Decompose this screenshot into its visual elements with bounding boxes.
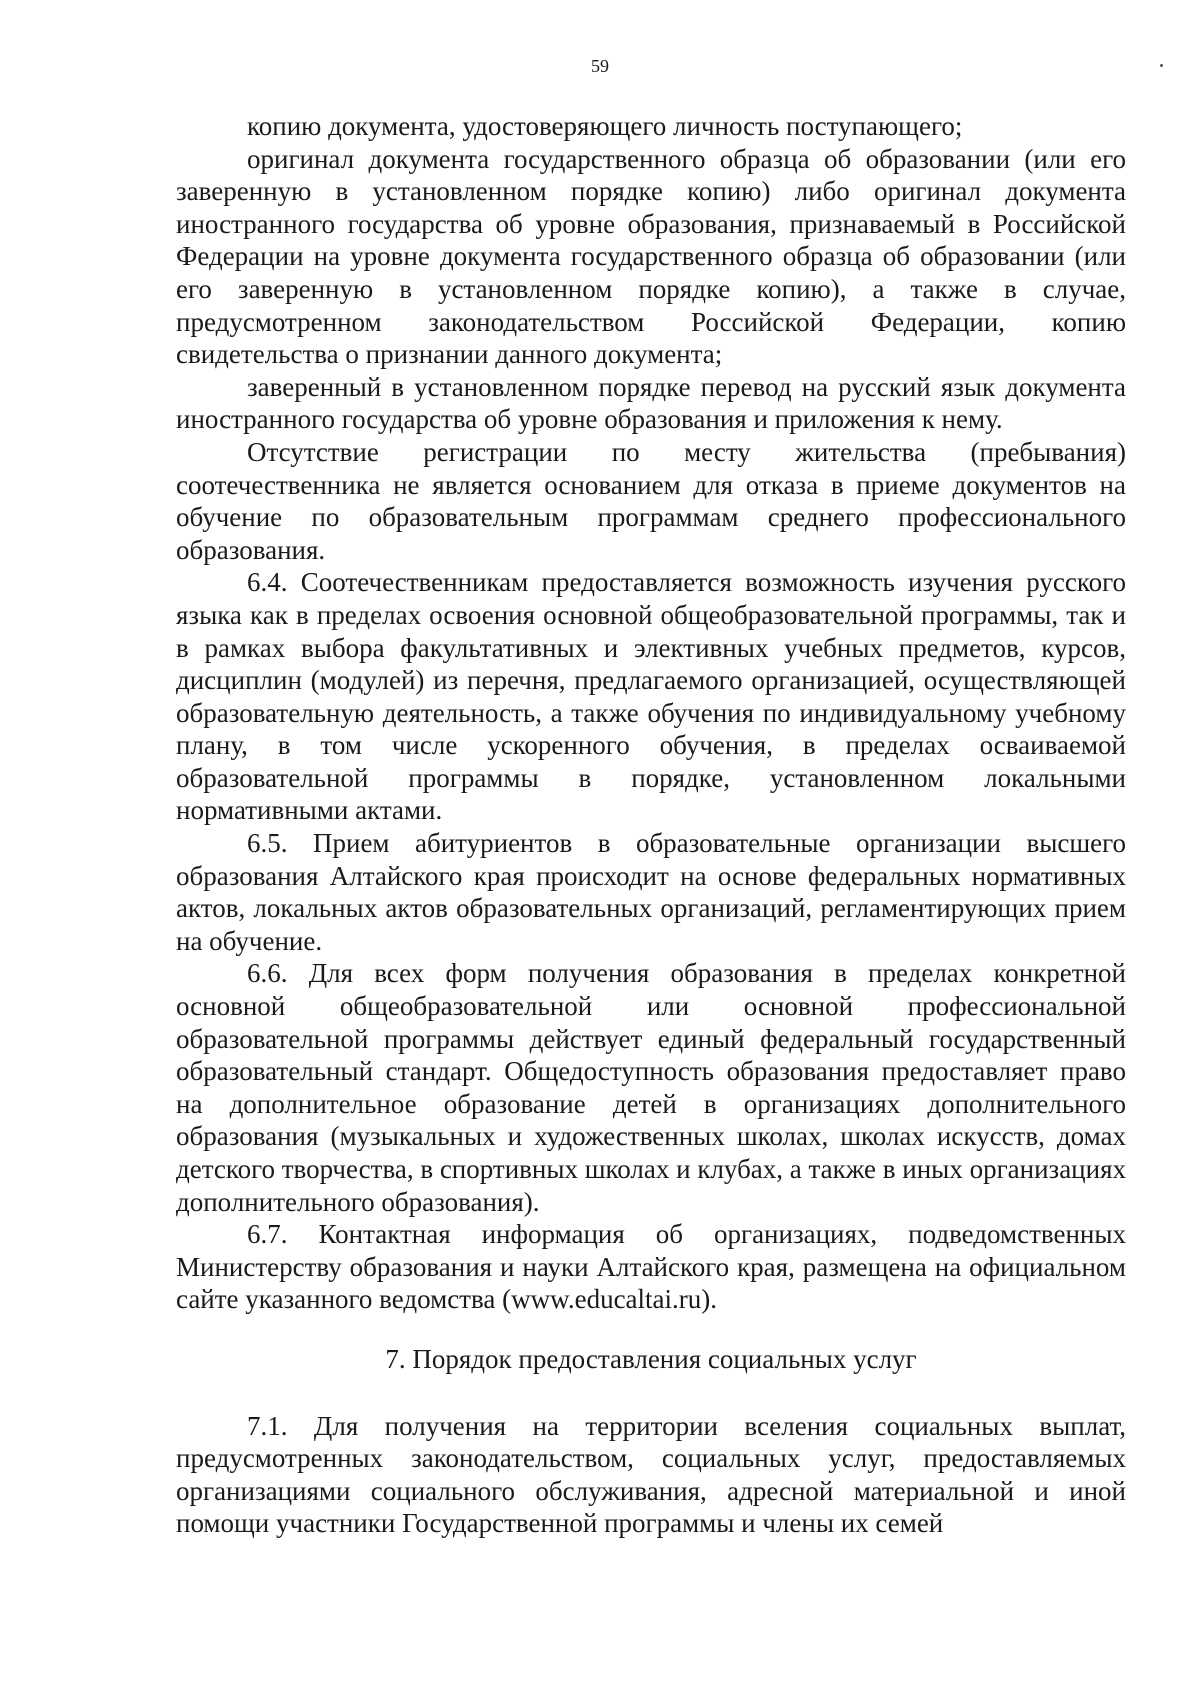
paragraph: 6.4. Соотечественникам предоставляется возможность изучения русского языка как в пределах освоения основной общеобразовательной программы, так и в рамках выбора факультативных и элективных учебных предметов, курсов, дисциплин (модулей) из перечня, предлагаемого организацией, осуществляющей образовательную деятельность, а также обучения по индивидуальному учебному плану, в том числе ускоренного обучения, в пределах осваиваемой образовательной программы в порядке, установленном локальными нормативными актами. (176, 567, 1126, 826)
section-heading: 7. Порядок предоставления социальных услуг (385, 1343, 917, 1374)
document-body (176, 110, 1126, 1540)
page-number-text: 59 (591, 56, 609, 76)
paragraph: заверенный в установленном порядке перевод на русский язык документа иностранного государства об уровне образования и приложения к нему. (176, 371, 1126, 435)
paragraph: Отсутствие регистрации по месту жительства (пребывания) соотечественника не является основанием для отказа в приеме документов на обучение по образовательным программам среднего профессионального образования. (176, 436, 1126, 565)
paragraph: 6.6. Для всех форм получения образования в пределах конкретной основной общеобразовательной или основной профессиональной образовательной программы действует единый федеральный государственный образовательный стандарт. Общедоступность образования предоставляет право на дополнительное образование детей в организациях дополнительного образования (музыкальных и художественных школах, школах искусств, домах детского творчества, в спортивных школах и клубах, а также в иных организациях дополнительного образования). (176, 958, 1126, 1217)
page-number (0, 56, 1200, 77)
paragraph: 6.5. Прием абитуриентов в образовательные организации высшего образования Алтайского края происходит на основе федеральных нормативных актов, локальных актов образовательных организаций, регламентирующих прием на обучение. (176, 828, 1126, 956)
scan-speck (1160, 64, 1163, 67)
paragraph: 7.1. Для получения на территории вселения социальных выплат, предусмотренных законодательством, социальных услуг, предоставляемых организациями социального обслуживания, адресной материальной и иной помощи участники Государственной программы и члены их семей (176, 1410, 1126, 1539)
paragraph: копию документа, удостоверяющего личность поступающего; (247, 111, 963, 141)
paragraph: 6.7. Контактная информация об организациях, подведомственных Министерству образования и науки Алтайского края, размещена на официальном сайте указанного ведомства (www.educaltai.ru). (176, 1219, 1126, 1315)
paragraph: оригинал документа государственного образца об образовании (или его заверенную в установленном порядке копию) либо оригинал документа иностранного государства об уровне образования, признаваемый в Российской Федерации на уровне документа государственного образца об образовании (или его заверенную в установленном порядке копию), а также в случае, предусмотренном законодательством Российской Федерации, копию свидетельства о признании данного документа; (176, 143, 1126, 370)
